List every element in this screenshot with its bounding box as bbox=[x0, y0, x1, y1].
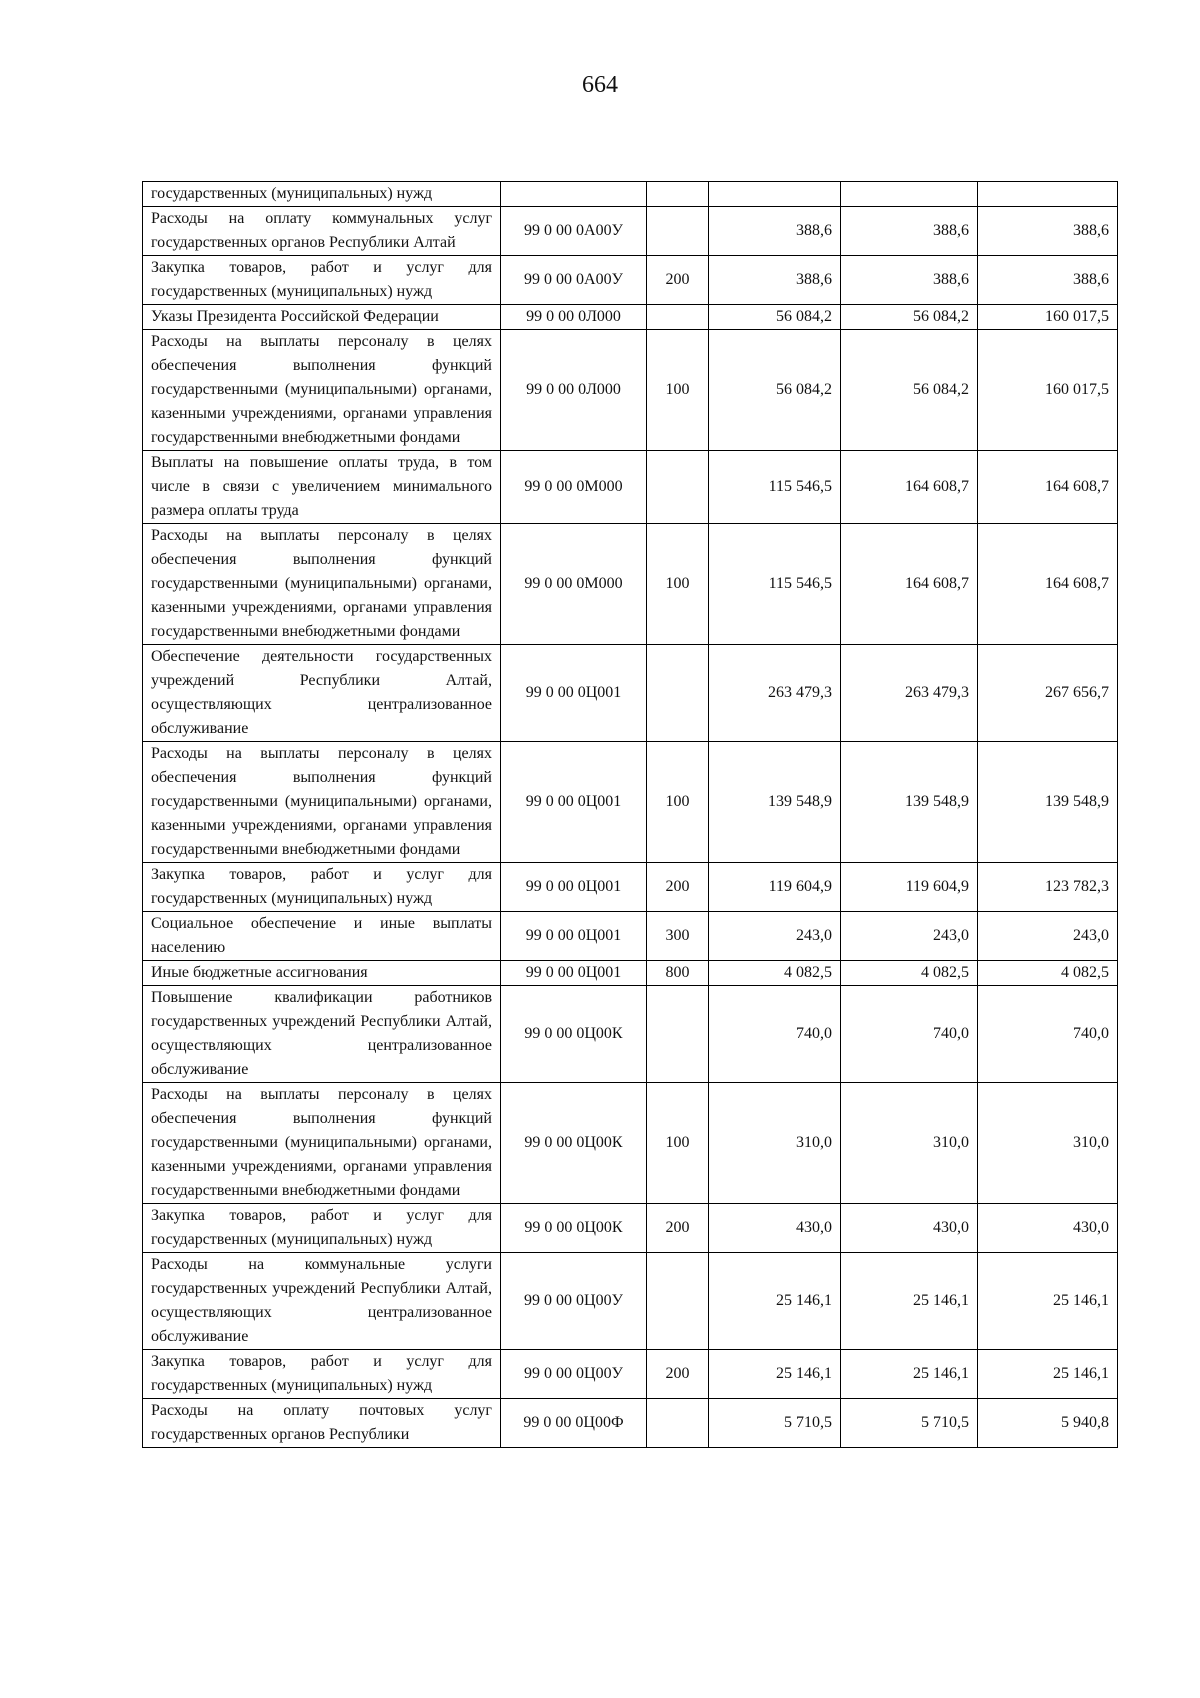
row-expense-type: 200 bbox=[647, 863, 709, 912]
table-row bbox=[143, 1253, 1118, 1350]
row-target-code: 99 0 00 0Ц00У bbox=[501, 1350, 647, 1399]
row-amount-year-2: 56 084,2 bbox=[841, 305, 978, 330]
row-amount-year-3: 740,0 bbox=[978, 986, 1118, 1083]
row-amount-year-1 bbox=[709, 182, 841, 207]
row-amount-year-1: 115 546,5 bbox=[709, 524, 841, 645]
table-row bbox=[143, 1350, 1118, 1399]
row-amount-year-1: 56 084,2 bbox=[709, 330, 841, 451]
row-expense-type: 100 bbox=[647, 330, 709, 451]
row-amount-year-2: 5 710,5 bbox=[841, 1399, 978, 1448]
row-expense-type: 100 bbox=[647, 524, 709, 645]
row-expense-type bbox=[647, 305, 709, 330]
row-amount-year-3: 267 656,7 bbox=[978, 645, 1118, 742]
row-amount-year-2: 430,0 bbox=[841, 1204, 978, 1253]
row-amount-year-1: 5 710,5 bbox=[709, 1399, 841, 1448]
row-amount-year-3: 160 017,5 bbox=[978, 330, 1118, 451]
row-description: Закупка товаров, работ и услуг для государственных (муниципальных) нужд bbox=[143, 863, 501, 912]
row-expense-type: 800 bbox=[647, 961, 709, 986]
row-target-code: 99 0 00 0Ц001 bbox=[501, 863, 647, 912]
row-description: Расходы на выплаты персоналу в целях обеспечения выполнения функций государственными (муниципальными) органами, казенными учреждениями, органами управления государственными внебюджетными фондами bbox=[143, 742, 501, 863]
row-target-code: 99 0 00 0А00У bbox=[501, 256, 647, 305]
row-description: Обеспечение деятельности государственных учреждений Республики Алтай, осуществляющих централизованное обслуживание bbox=[143, 645, 501, 742]
row-amount-year-1: 139 548,9 bbox=[709, 742, 841, 863]
row-amount-year-1: 388,6 bbox=[709, 256, 841, 305]
row-description: Выплаты на повышение оплаты труда, в том числе в связи с увеличением минимального размера оплаты труда bbox=[143, 451, 501, 524]
row-description: государственных (муниципальных) нужд bbox=[143, 182, 501, 207]
row-target-code: 99 0 00 0Ц001 bbox=[501, 912, 647, 961]
row-amount-year-3: 4 082,5 bbox=[978, 961, 1118, 986]
row-amount-year-3: 123 782,3 bbox=[978, 863, 1118, 912]
row-target-code: 99 0 00 0Л000 bbox=[501, 305, 647, 330]
row-target-code: 99 0 00 0Л000 bbox=[501, 330, 647, 451]
table-row bbox=[143, 742, 1118, 863]
row-amount-year-2: 4 082,5 bbox=[841, 961, 978, 986]
row-expense-type: 100 bbox=[647, 742, 709, 863]
row-target-code: 99 0 00 0М000 bbox=[501, 524, 647, 645]
row-target-code bbox=[501, 182, 647, 207]
table-row bbox=[143, 330, 1118, 451]
row-target-code: 99 0 00 0Ц00Ф bbox=[501, 1399, 647, 1448]
row-description: Закупка товаров, работ и услуг для государственных (муниципальных) нужд bbox=[143, 1204, 501, 1253]
row-target-code: 99 0 00 0Ц001 bbox=[501, 961, 647, 986]
table-row bbox=[143, 645, 1118, 742]
row-amount-year-2: 310,0 bbox=[841, 1083, 978, 1204]
row-expense-type: 100 bbox=[647, 1083, 709, 1204]
row-amount-year-2: 139 548,9 bbox=[841, 742, 978, 863]
row-amount-year-1: 263 479,3 bbox=[709, 645, 841, 742]
row-description: Расходы на выплаты персоналу в целях обеспечения выполнения функций государственными (муниципальными) органами, казенными учреждениями, органами управления государственными внебюджетными фондами bbox=[143, 1083, 501, 1204]
row-amount-year-2: 164 608,7 bbox=[841, 524, 978, 645]
row-expense-type bbox=[647, 645, 709, 742]
row-amount-year-3: 25 146,1 bbox=[978, 1253, 1118, 1350]
row-expense-type bbox=[647, 1253, 709, 1350]
row-target-code: 99 0 00 0Ц00К bbox=[501, 1083, 647, 1204]
row-amount-year-2: 388,6 bbox=[841, 207, 978, 256]
row-target-code: 99 0 00 0Ц001 bbox=[501, 645, 647, 742]
row-amount-year-3: 310,0 bbox=[978, 1083, 1118, 1204]
row-target-code: 99 0 00 0А00У bbox=[501, 207, 647, 256]
table-row bbox=[143, 1399, 1118, 1448]
row-description: Социальное обеспечение и иные выплаты населению bbox=[143, 912, 501, 961]
row-amount-year-2: 740,0 bbox=[841, 986, 978, 1083]
row-expense-type: 200 bbox=[647, 1204, 709, 1253]
table-row bbox=[143, 1083, 1118, 1204]
row-amount-year-3: 388,6 bbox=[978, 207, 1118, 256]
row-amount-year-3: 243,0 bbox=[978, 912, 1118, 961]
table-row bbox=[143, 961, 1118, 986]
row-amount-year-3: 160 017,5 bbox=[978, 305, 1118, 330]
row-amount-year-1: 4 082,5 bbox=[709, 961, 841, 986]
row-amount-year-1: 430,0 bbox=[709, 1204, 841, 1253]
row-expense-type bbox=[647, 451, 709, 524]
table-row bbox=[143, 524, 1118, 645]
row-amount-year-3: 388,6 bbox=[978, 256, 1118, 305]
row-amount-year-1: 243,0 bbox=[709, 912, 841, 961]
budget-table bbox=[142, 181, 1118, 1448]
row-amount-year-2: 25 146,1 bbox=[841, 1253, 978, 1350]
table-row bbox=[143, 305, 1118, 330]
row-description: Закупка товаров, работ и услуг для государственных (муниципальных) нужд bbox=[143, 1350, 501, 1399]
row-amount-year-2 bbox=[841, 182, 978, 207]
row-amount-year-2: 25 146,1 bbox=[841, 1350, 978, 1399]
row-amount-year-3: 139 548,9 bbox=[978, 742, 1118, 863]
row-description: Расходы на коммунальные услуги государственных учреждений Республики Алтай, осуществляющих централизованное обслуживание bbox=[143, 1253, 501, 1350]
row-target-code: 99 0 00 0Ц001 bbox=[501, 742, 647, 863]
row-amount-year-3: 430,0 bbox=[978, 1204, 1118, 1253]
row-description: Повышение квалификации работников государственных учреждений Республики Алтай, осуществляющих централизованное обслуживание bbox=[143, 986, 501, 1083]
row-expense-type bbox=[647, 1399, 709, 1448]
row-description: Расходы на оплату коммунальных услуг государственных органов Республики Алтай bbox=[143, 207, 501, 256]
row-expense-type: 200 bbox=[647, 256, 709, 305]
table-row bbox=[143, 986, 1118, 1083]
row-amount-year-1: 56 084,2 bbox=[709, 305, 841, 330]
row-description: Расходы на оплату почтовых услуг государственных органов Республики bbox=[143, 1399, 501, 1448]
row-amount-year-1: 25 146,1 bbox=[709, 1253, 841, 1350]
row-expense-type bbox=[647, 182, 709, 207]
row-amount-year-1: 25 146,1 bbox=[709, 1350, 841, 1399]
row-amount-year-3 bbox=[978, 182, 1118, 207]
row-target-code: 99 0 00 0М000 bbox=[501, 451, 647, 524]
row-description: Расходы на выплаты персоналу в целях обеспечения выполнения функций государственными (муниципальными) органами, казенными учреждениями, органами управления государственными внебюджетными фондами bbox=[143, 330, 501, 451]
table-row bbox=[143, 1204, 1118, 1253]
row-amount-year-1: 388,6 bbox=[709, 207, 841, 256]
budget-table-body bbox=[143, 182, 1118, 1448]
row-amount-year-1: 119 604,9 bbox=[709, 863, 841, 912]
row-amount-year-1: 310,0 bbox=[709, 1083, 841, 1204]
row-amount-year-2: 164 608,7 bbox=[841, 451, 978, 524]
row-amount-year-2: 243,0 bbox=[841, 912, 978, 961]
row-amount-year-3: 25 146,1 bbox=[978, 1350, 1118, 1399]
row-amount-year-2: 56 084,2 bbox=[841, 330, 978, 451]
row-amount-year-2: 263 479,3 bbox=[841, 645, 978, 742]
row-description: Иные бюджетные ассигнования bbox=[143, 961, 501, 986]
row-target-code: 99 0 00 0Ц00К bbox=[501, 986, 647, 1083]
table-row bbox=[143, 451, 1118, 524]
row-expense-type bbox=[647, 986, 709, 1083]
row-expense-type: 300 bbox=[647, 912, 709, 961]
row-description: Указы Президента Российской Федерации bbox=[143, 305, 501, 330]
row-amount-year-2: 119 604,9 bbox=[841, 863, 978, 912]
row-amount-year-2: 388,6 bbox=[841, 256, 978, 305]
table-row bbox=[143, 256, 1118, 305]
row-expense-type: 200 bbox=[647, 1350, 709, 1399]
table-row bbox=[143, 912, 1118, 961]
table-row bbox=[143, 863, 1118, 912]
table-row bbox=[143, 182, 1118, 207]
row-expense-type bbox=[647, 207, 709, 256]
row-amount-year-3: 164 608,7 bbox=[978, 524, 1118, 645]
row-amount-year-1: 740,0 bbox=[709, 986, 841, 1083]
row-description: Расходы на выплаты персоналу в целях обеспечения выполнения функций государственными (муниципальными) органами, казенными учреждениями, органами управления государственными внебюджетными фондами bbox=[143, 524, 501, 645]
row-target-code: 99 0 00 0Ц00У bbox=[501, 1253, 647, 1350]
row-description: Закупка товаров, работ и услуг для государственных (муниципальных) нужд bbox=[143, 256, 501, 305]
row-amount-year-1: 115 546,5 bbox=[709, 451, 841, 524]
table-row bbox=[143, 207, 1118, 256]
row-target-code: 99 0 00 0Ц00К bbox=[501, 1204, 647, 1253]
row-amount-year-3: 5 940,8 bbox=[978, 1399, 1118, 1448]
page-number: 664 bbox=[582, 72, 618, 98]
row-amount-year-3: 164 608,7 bbox=[978, 451, 1118, 524]
